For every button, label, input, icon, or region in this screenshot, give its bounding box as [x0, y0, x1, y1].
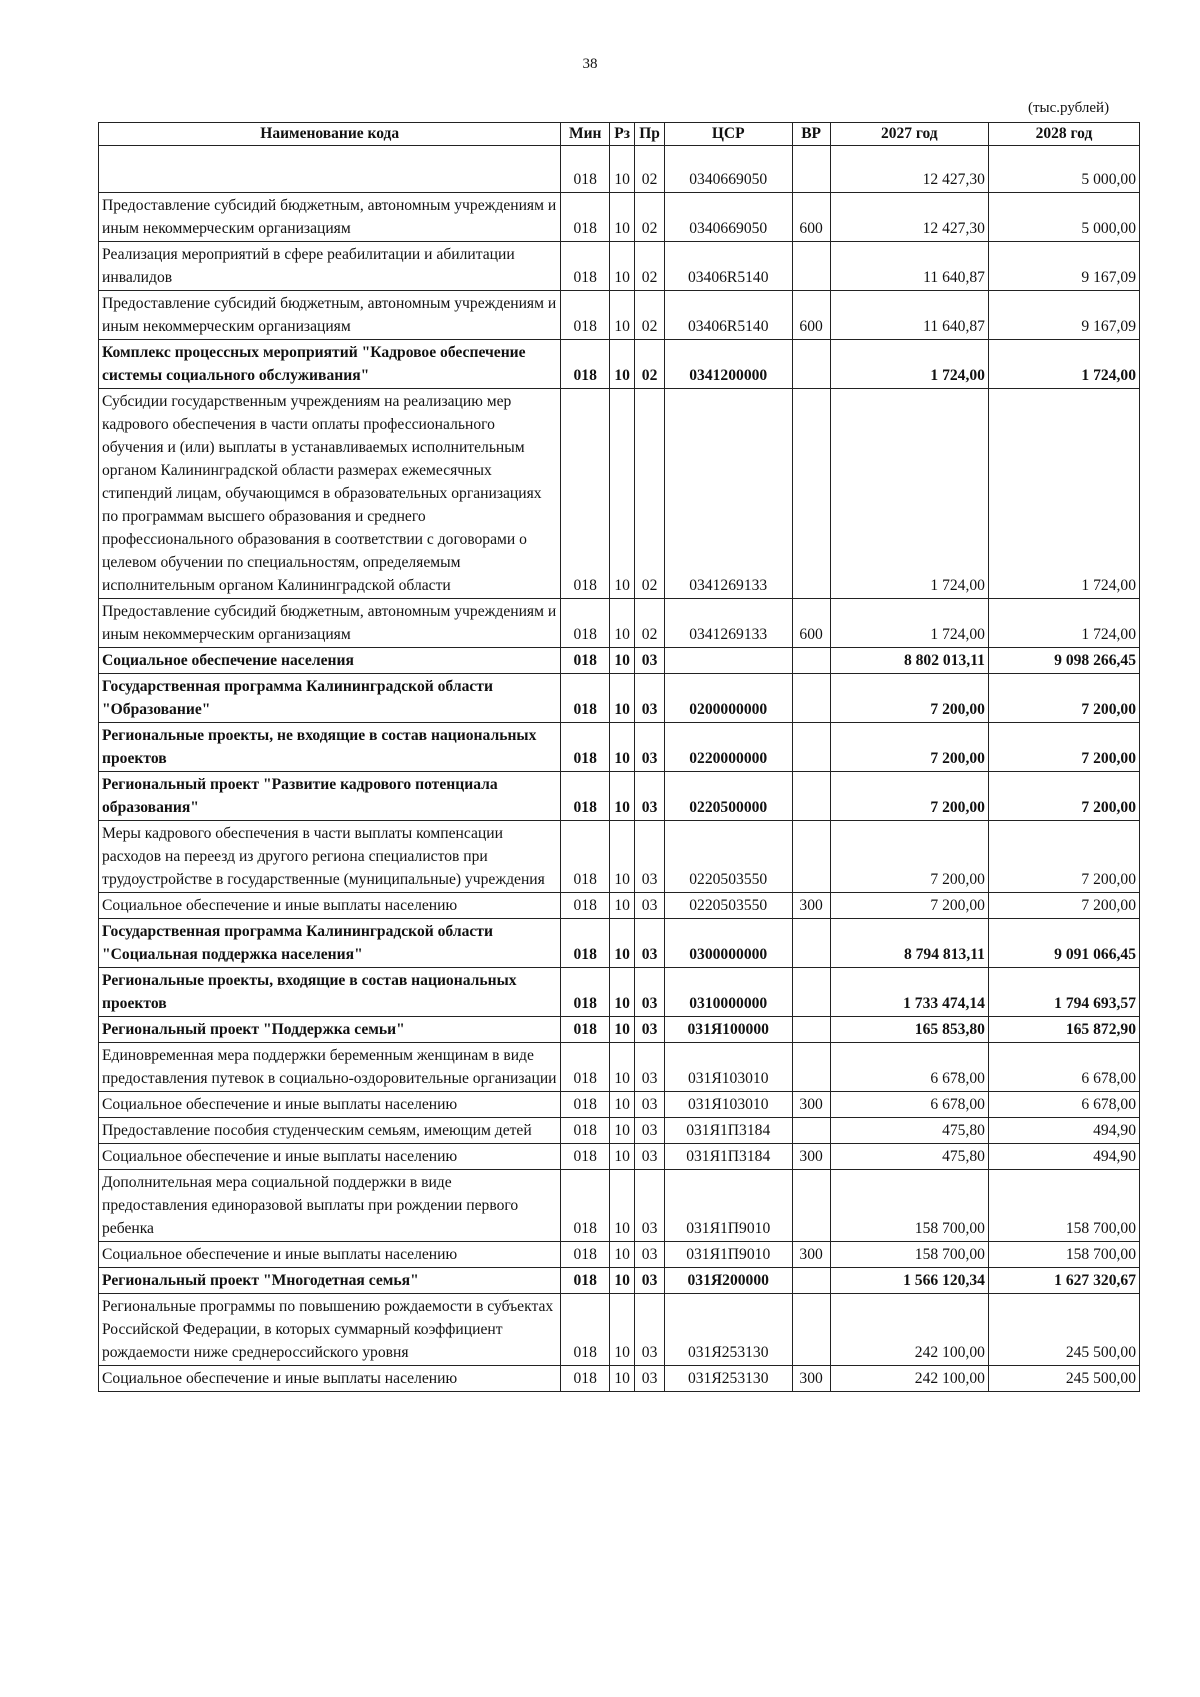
table-row	[99, 723, 1140, 772]
cell-vr	[792, 968, 830, 1017]
cell-min: 018	[561, 291, 610, 340]
cell-2028: 9 091 066,45	[988, 919, 1139, 968]
cell-2027: 1 724,00	[830, 340, 988, 389]
table-row	[99, 821, 1140, 893]
cell-pr: 03	[635, 1118, 665, 1144]
cell-2028: 245 500,00	[988, 1366, 1139, 1392]
cell-rz: 10	[609, 291, 634, 340]
cell-pr: 03	[635, 1092, 665, 1118]
cell-rz: 10	[609, 1268, 634, 1294]
cell-rz: 10	[609, 919, 634, 968]
header-name: Наименование кода	[99, 123, 561, 146]
cell-rz: 10	[609, 340, 634, 389]
cell-vr	[792, 821, 830, 893]
header-2028: 2028 год	[988, 123, 1139, 146]
cell-csr: 031Я1П9010	[664, 1170, 792, 1242]
table-row	[99, 1118, 1140, 1144]
cell-min: 018	[561, 1170, 610, 1242]
cell-rz: 10	[609, 1017, 634, 1043]
cell-min: 018	[561, 648, 610, 674]
cell-2028: 1 724,00	[988, 599, 1139, 648]
table-row	[99, 1092, 1140, 1118]
cell-vr	[792, 1170, 830, 1242]
cell-pr: 02	[635, 389, 665, 599]
cell-2027: 1 733 474,14	[830, 968, 988, 1017]
cell-pr: 03	[635, 1017, 665, 1043]
cell-min: 018	[561, 1043, 610, 1092]
table-row	[99, 146, 1140, 193]
cell-name: Социальное обеспечение населения	[99, 648, 561, 674]
table-row	[99, 893, 1140, 919]
cell-2027: 242 100,00	[830, 1366, 988, 1392]
cell-min: 018	[561, 1294, 610, 1366]
cell-rz: 10	[609, 1092, 634, 1118]
cell-min: 018	[561, 1144, 610, 1170]
cell-2028: 1 627 320,67	[988, 1268, 1139, 1294]
cell-vr: 300	[792, 893, 830, 919]
cell-name: Меры кадрового обеспечения в части выплаты компенсации расходов на переезд из другого региона специалистов при трудоустройстве в государственные (муниципальные) учреждения	[99, 821, 561, 893]
cell-2027: 12 427,30	[830, 146, 988, 193]
cell-name: Предоставление субсидий бюджетным, автономным учреждениям и иным некоммерческим организациям	[99, 599, 561, 648]
cell-2028: 7 200,00	[988, 674, 1139, 723]
cell-2027: 12 427,30	[830, 193, 988, 242]
table-row	[99, 648, 1140, 674]
cell-min: 018	[561, 674, 610, 723]
cell-vr	[792, 674, 830, 723]
header-vr: ВР	[792, 123, 830, 146]
cell-pr: 03	[635, 968, 665, 1017]
cell-min: 018	[561, 242, 610, 291]
cell-min: 018	[561, 893, 610, 919]
cell-2028: 165 872,90	[988, 1017, 1139, 1043]
cell-2028: 494,90	[988, 1118, 1139, 1144]
cell-name: Единовременная мера поддержки беременным женщинам в виде предоставления путевок в социально-оздоровительные организации	[99, 1043, 561, 1092]
cell-2027: 7 200,00	[830, 723, 988, 772]
cell-pr: 03	[635, 919, 665, 968]
cell-csr: 031Я103010	[664, 1043, 792, 1092]
cell-csr: 0200000000	[664, 674, 792, 723]
cell-pr: 02	[635, 193, 665, 242]
cell-2027: 158 700,00	[830, 1170, 988, 1242]
units-note: (тыс.рублей)	[1028, 100, 1110, 116]
cell-pr: 03	[635, 1144, 665, 1170]
cell-rz: 10	[609, 1144, 634, 1170]
table-row	[99, 599, 1140, 648]
cell-vr: 300	[792, 1242, 830, 1268]
cell-rz: 10	[609, 1118, 634, 1144]
cell-csr: 0341269133	[664, 599, 792, 648]
cell-name	[99, 146, 561, 193]
cell-2027: 475,80	[830, 1118, 988, 1144]
cell-rz: 10	[609, 146, 634, 193]
cell-min: 018	[561, 1268, 610, 1294]
table-row	[99, 340, 1140, 389]
cell-pr: 03	[635, 1366, 665, 1392]
cell-name: Комплекс процессных мероприятий "Кадровое обеспечение системы социального обслуживания"	[99, 340, 561, 389]
cell-vr: 600	[792, 599, 830, 648]
cell-name: Предоставление пособия студенческим семьям, имеющим детей	[99, 1118, 561, 1144]
cell-name: Социальное обеспечение и иные выплаты населению	[99, 1144, 561, 1170]
cell-2027: 7 200,00	[830, 893, 988, 919]
cell-2027: 11 640,87	[830, 242, 988, 291]
cell-csr: 0220000000	[664, 723, 792, 772]
cell-2027: 6 678,00	[830, 1043, 988, 1092]
cell-vr: 300	[792, 1144, 830, 1170]
cell-vr	[792, 648, 830, 674]
cell-pr: 03	[635, 893, 665, 919]
cell-2028: 9 167,09	[988, 242, 1139, 291]
cell-2027: 7 200,00	[830, 772, 988, 821]
cell-name: Региональный проект "Многодетная семья"	[99, 1268, 561, 1294]
cell-rz: 10	[609, 1170, 634, 1242]
cell-pr: 02	[635, 291, 665, 340]
cell-csr: 0340669050	[664, 193, 792, 242]
table-row	[99, 389, 1140, 599]
table-row	[99, 1017, 1140, 1043]
table-row	[99, 1144, 1140, 1170]
table-body	[99, 146, 1140, 1392]
table-row	[99, 1268, 1140, 1294]
cell-csr: 031Я103010	[664, 1092, 792, 1118]
table-row	[99, 242, 1140, 291]
cell-csr: 031Я100000	[664, 1017, 792, 1043]
header-csr: ЦСР	[664, 123, 792, 146]
cell-rz: 10	[609, 723, 634, 772]
cell-min: 018	[561, 968, 610, 1017]
cell-rz: 10	[609, 1294, 634, 1366]
cell-pr: 03	[635, 674, 665, 723]
cell-min: 018	[561, 1366, 610, 1392]
cell-rz: 10	[609, 893, 634, 919]
cell-2028: 1 724,00	[988, 340, 1139, 389]
cell-2028: 5 000,00	[988, 193, 1139, 242]
cell-name: Социальное обеспечение и иные выплаты населению	[99, 1366, 561, 1392]
cell-csr: 031Я200000	[664, 1268, 792, 1294]
cell-csr: 031Я253130	[664, 1294, 792, 1366]
cell-csr: 0340669050	[664, 146, 792, 193]
cell-min: 018	[561, 772, 610, 821]
cell-name: Социальное обеспечение и иные выплаты населению	[99, 1242, 561, 1268]
cell-2028: 9 098 266,45	[988, 648, 1139, 674]
table-row	[99, 1294, 1140, 1366]
cell-vr	[792, 1294, 830, 1366]
cell-name: Дополнительная мера социальной поддержки в виде предоставления единоразовой выплаты при рождении первого ребенка	[99, 1170, 561, 1242]
cell-2028: 7 200,00	[988, 821, 1139, 893]
cell-2027: 1 724,00	[830, 599, 988, 648]
cell-csr: 0300000000	[664, 919, 792, 968]
cell-csr	[664, 648, 792, 674]
cell-vr	[792, 1043, 830, 1092]
table-row	[99, 1366, 1140, 1392]
cell-pr: 03	[635, 1170, 665, 1242]
cell-csr: 031Я1П9010	[664, 1242, 792, 1268]
cell-csr: 0310000000	[664, 968, 792, 1017]
cell-pr: 03	[635, 723, 665, 772]
cell-2027: 8 794 813,11	[830, 919, 988, 968]
cell-rz: 10	[609, 674, 634, 723]
cell-rz: 10	[609, 1043, 634, 1092]
page-number: 38	[582, 56, 598, 72]
cell-vr	[792, 723, 830, 772]
cell-csr: 03406R5140	[664, 242, 792, 291]
cell-name: Социальное обеспечение и иные выплаты населению	[99, 1092, 561, 1118]
table-row	[99, 674, 1140, 723]
cell-name: Государственная программа Калининградской области "Образование"	[99, 674, 561, 723]
cell-csr: 0220503550	[664, 821, 792, 893]
header-min: Мин	[561, 123, 610, 146]
cell-vr	[792, 242, 830, 291]
cell-2027: 242 100,00	[830, 1294, 988, 1366]
cell-2027: 7 200,00	[830, 821, 988, 893]
cell-min: 018	[561, 599, 610, 648]
cell-vr	[792, 389, 830, 599]
cell-vr	[792, 340, 830, 389]
cell-2028: 1 794 693,57	[988, 968, 1139, 1017]
table-row	[99, 968, 1140, 1017]
cell-pr: 03	[635, 1043, 665, 1092]
table-row	[99, 193, 1140, 242]
cell-rz: 10	[609, 968, 634, 1017]
cell-min: 018	[561, 389, 610, 599]
cell-name: Субсидии государственным учреждениям на реализацию мер кадрового обеспечения в части оплаты профессионального обучения и (или) выплаты в устанавливаемых исполнительным органом Калининградской области размерах ежемесячных стипендий лицам, обучающимся в образовательных организациях по программам высшего образования и среднего профессионального образования в соответствии с договорами о целевом обучении по специальностям, определяемым исполнительным органом Калининградской области	[99, 389, 561, 599]
cell-2028: 7 200,00	[988, 893, 1139, 919]
cell-min: 018	[561, 193, 610, 242]
table-row	[99, 1170, 1140, 1242]
cell-rz: 10	[609, 242, 634, 291]
cell-csr: 0220500000	[664, 772, 792, 821]
cell-rz: 10	[609, 821, 634, 893]
cell-2027: 475,80	[830, 1144, 988, 1170]
cell-2027: 11 640,87	[830, 291, 988, 340]
cell-csr: 031Я1П3184	[664, 1118, 792, 1144]
cell-name: Социальное обеспечение и иные выплаты населению	[99, 893, 561, 919]
cell-name: Региональные проекты, не входящие в состав национальных проектов	[99, 723, 561, 772]
cell-min: 018	[561, 1092, 610, 1118]
cell-pr: 03	[635, 772, 665, 821]
cell-2027: 158 700,00	[830, 1242, 988, 1268]
cell-pr: 03	[635, 648, 665, 674]
cell-2027: 1 566 120,34	[830, 1268, 988, 1294]
cell-name: Региональный проект "Поддержка семьи"	[99, 1017, 561, 1043]
table-header-row	[99, 123, 1140, 146]
cell-rz: 10	[609, 389, 634, 599]
cell-min: 018	[561, 1118, 610, 1144]
cell-vr: 300	[792, 1366, 830, 1392]
cell-name: Государственная программа Калининградской области "Социальная поддержка населения"	[99, 919, 561, 968]
cell-2027: 165 853,80	[830, 1017, 988, 1043]
cell-2028: 6 678,00	[988, 1043, 1139, 1092]
cell-min: 018	[561, 340, 610, 389]
cell-csr: 03406R5140	[664, 291, 792, 340]
cell-rz: 10	[609, 772, 634, 821]
cell-2028: 245 500,00	[988, 1294, 1139, 1366]
table-row	[99, 291, 1140, 340]
cell-min: 018	[561, 1242, 610, 1268]
cell-min: 018	[561, 1017, 610, 1043]
cell-rz: 10	[609, 648, 634, 674]
cell-vr	[792, 146, 830, 193]
table-row	[99, 1043, 1140, 1092]
cell-2028: 158 700,00	[988, 1170, 1139, 1242]
cell-2027: 1 724,00	[830, 389, 988, 599]
cell-2028: 6 678,00	[988, 1092, 1139, 1118]
cell-pr: 03	[635, 1294, 665, 1366]
cell-name: Предоставление субсидий бюджетным, автономным учреждениям и иным некоммерческим организациям	[99, 193, 561, 242]
cell-csr: 0220503550	[664, 893, 792, 919]
header-2027: 2027 год	[830, 123, 988, 146]
cell-name: Региональный проект "Развитие кадрового потенциала образования"	[99, 772, 561, 821]
cell-2027: 7 200,00	[830, 674, 988, 723]
cell-2028: 5 000,00	[988, 146, 1139, 193]
table-row	[99, 772, 1140, 821]
cell-min: 018	[561, 723, 610, 772]
cell-2028: 1 724,00	[988, 389, 1139, 599]
cell-vr: 300	[792, 1092, 830, 1118]
cell-pr: 03	[635, 821, 665, 893]
cell-rz: 10	[609, 193, 634, 242]
cell-pr: 03	[635, 1268, 665, 1294]
cell-vr: 600	[792, 193, 830, 242]
cell-min: 018	[561, 821, 610, 893]
cell-name: Предоставление субсидий бюджетным, автономным учреждениям и иным некоммерческим организациям	[99, 291, 561, 340]
cell-vr	[792, 919, 830, 968]
cell-name: Региональные программы по повышению рождаемости в субъектах Российской Федерации, в которых суммарный коэффициент рождаемости ниже среднероссийского уровня	[99, 1294, 561, 1366]
budget-table	[98, 122, 1140, 1392]
cell-pr: 02	[635, 242, 665, 291]
cell-pr: 02	[635, 340, 665, 389]
cell-2028: 158 700,00	[988, 1242, 1139, 1268]
cell-2028: 7 200,00	[988, 772, 1139, 821]
cell-vr	[792, 1268, 830, 1294]
cell-vr	[792, 1017, 830, 1043]
cell-min: 018	[561, 919, 610, 968]
cell-min: 018	[561, 146, 610, 193]
cell-csr: 0341269133	[664, 389, 792, 599]
cell-csr: 031Я1П3184	[664, 1144, 792, 1170]
cell-2028: 9 167,09	[988, 291, 1139, 340]
cell-vr	[792, 1118, 830, 1144]
cell-pr: 03	[635, 1242, 665, 1268]
cell-2028: 494,90	[988, 1144, 1139, 1170]
cell-2028: 7 200,00	[988, 723, 1139, 772]
cell-2027: 8 802 013,11	[830, 648, 988, 674]
table-row	[99, 919, 1140, 968]
cell-vr	[792, 772, 830, 821]
header-rz: Рз	[609, 123, 634, 146]
cell-pr: 02	[635, 599, 665, 648]
cell-pr: 02	[635, 146, 665, 193]
cell-name: Региональные проекты, входящие в состав национальных проектов	[99, 968, 561, 1017]
cell-vr: 600	[792, 291, 830, 340]
cell-2027: 6 678,00	[830, 1092, 988, 1118]
header-pr: Пр	[635, 123, 665, 146]
table-row	[99, 1242, 1140, 1268]
cell-name: Реализация мероприятий в сфере реабилитации и абилитации инвалидов	[99, 242, 561, 291]
cell-rz: 10	[609, 599, 634, 648]
cell-rz: 10	[609, 1242, 634, 1268]
cell-csr: 0341200000	[664, 340, 792, 389]
cell-rz: 10	[609, 1366, 634, 1392]
cell-csr: 031Я253130	[664, 1366, 792, 1392]
